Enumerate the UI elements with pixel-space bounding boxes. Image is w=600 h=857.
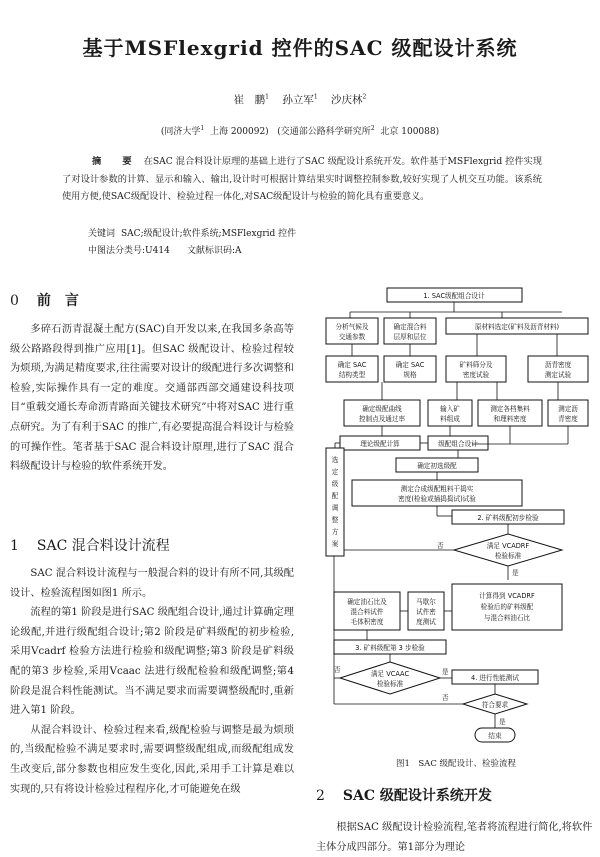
- svg-text:料组成: 料组成: [440, 415, 460, 423]
- abstract-label: 摘 要: [92, 156, 138, 167]
- svg-text:马歇尔: 马歇尔: [416, 598, 436, 606]
- svg-text:和理料密度: 和理料密度: [493, 415, 527, 423]
- svg-text:测定沥: 测定沥: [558, 405, 578, 413]
- svg-text:级配组合设计: 级配组合设计: [438, 440, 478, 448]
- svg-text:理论级配计算: 理论级配计算: [360, 440, 400, 448]
- figure-caption: 图1 SAC 级配设计、检验流程: [395, 759, 517, 769]
- affiliations: (同济大学$^1$ 上海 200092) (交通部公路科学研究所$^2$ 北京 100088): [160, 125, 440, 137]
- svg-text:青密度: 青密度: [558, 415, 578, 423]
- svg-text:测定合成级配粗料干捣实: 测定合成级配粗料干捣实: [400, 485, 474, 493]
- svg-text:交通参数: 交通参数: [338, 333, 366, 341]
- svg-text:毛体积密度: 毛体积密度: [350, 618, 384, 626]
- svg-text:度测试: 度测试: [416, 618, 436, 626]
- svg-text:输入矿: 输入矿: [440, 405, 460, 413]
- svg-text:试件密: 试件密: [416, 608, 436, 616]
- section-heading: 2 SAC 级配设计系统开发: [316, 788, 492, 804]
- svg-text:配: 配: [331, 492, 339, 500]
- section-text: 根据SAC 级配设计检验流程,笔者将流程进行简化,将软件主体分成四部分。第1部分为理论: [316, 822, 593, 853]
- svg-text:层厚和层位: 层厚和层位: [393, 333, 427, 341]
- svg-text:4. 进行性能测试: 4. 进行性能测试: [471, 674, 519, 682]
- section-heading: 0 前 言: [10, 293, 79, 309]
- svg-text:否: 否: [442, 694, 449, 702]
- svg-text:确定 SAC: 确定 SAC: [395, 361, 425, 369]
- flowchart-figure: [322, 284, 592, 756]
- svg-text:结构类型: 结构类型: [338, 371, 366, 379]
- svg-text:方: 方: [331, 528, 339, 536]
- svg-text:确定混合料: 确定混合料: [393, 323, 427, 331]
- svg-text:测定各档集料: 测定各档集料: [490, 405, 530, 413]
- svg-text:沥青密度: 沥青密度: [544, 361, 572, 369]
- svg-text:3. 矿料级配第 3 步检验: 3. 矿料级配第 3 步检验: [355, 644, 425, 652]
- svg-text:确定油石比及: 确定油石比及: [347, 598, 387, 606]
- svg-text:控制点及通过率: 控制点及通过率: [358, 415, 406, 423]
- svg-text:分析气候及: 分析气候及: [335, 323, 369, 331]
- keywords-block: 关键词 SAC;级配设计;软件系统;MSFlexgrid 控件 中图法分类号:U414 文献标识码:A: [88, 229, 297, 256]
- svg-text:规格: 规格: [403, 371, 417, 379]
- svg-text:矿料筛分及: 矿料筛分及: [459, 361, 493, 369]
- classification-label: 中图法分类号:: [88, 246, 146, 256]
- svg-text:密度(检验或插捣捣试)试验: 密度(检验或插捣捣试)试验: [398, 495, 476, 503]
- svg-text:计算得到 VCADRF: 计算得到 VCADRF: [479, 592, 535, 600]
- svg-text:密度试验: 密度试验: [462, 371, 490, 379]
- author: 崔 鹏: [233, 94, 266, 106]
- svg-text:确定 SAC: 确定 SAC: [337, 361, 367, 369]
- svg-text:满足 VCAAC: 满足 VCAAC: [370, 670, 410, 678]
- svg-text:否: 否: [334, 666, 341, 674]
- svg-text:2. 矿料级配初步检验: 2. 矿料级配初步检验: [477, 514, 539, 522]
- paper-title: 基于MSFlexgrid 控件的SAC 级配设计系统: [82, 36, 518, 60]
- svg-text:调: 调: [331, 504, 339, 512]
- svg-text:混合料试件: 混合料试件: [350, 608, 384, 616]
- svg-text:选: 选: [331, 456, 339, 464]
- svg-text:是: 是: [512, 569, 519, 577]
- svg-text:检验标准: 检验标准: [494, 552, 522, 560]
- svg-text:与混合料油石比: 与混合料油石比: [483, 614, 531, 622]
- svg-text:符合要求: 符合要求: [481, 701, 509, 709]
- abstract-text: 在SAC 混合料设计原理的基础上进行了SAC 级配设计系统开发。软件基于MSFlexgrid 控件实现了对设计参数的计算、显示和输入、输出,设计时可根据计算结果实时调整控制参数,较好实现了人机交互功能。该系统使用方便,使SAC级配设计、检验过程一体化,对SAC级配设计与检验的简化具有重要意义。: [62, 156, 543, 202]
- svg-text:确定级配曲线: 确定级配曲线: [362, 405, 402, 413]
- svg-text:否: 否: [437, 542, 444, 550]
- svg-text:检验标准: 检验标准: [376, 680, 404, 688]
- abstract: [62, 153, 542, 206]
- keywords-label: 关键词: [88, 229, 116, 239]
- svg-text:原材料选定(矿料及沥青材料): 原材料选定(矿料及沥青材料): [474, 323, 560, 331]
- svg-text:是: 是: [442, 668, 449, 676]
- section-text: SAC 混合料设计流程与一般混合料的设计有所不同,其级配设计、检验流程图如图1 所示。 流程的第1 阶段是进行SAC 级配组合设计,通过计算确定理论级配,并进行级配组合设计;第2 阶段是矿料级配的初步检验,采用Vcadrf 检验方法进行检验和级配调整;第3 阶段是矿料级配的第3 步检验,采用Vcaac 法进行级配检验和级配调整;第4 阶段是混合料性能测试。当不满足要求而需要调整级配时,重新进入第1 阶段。 从混合料设计、检验过程来看,级配检验与调整是最为烦琐的,当级配检验不满足要求时,需要调整级配组成,而级配组成发生改变后,部分参数也相应发生变化,因此,采用手工计算是难以实现的,只有将设计检验过程程序化,才可能避免在级: [10, 568, 294, 795]
- svg-text:定: 定: [331, 468, 339, 476]
- section-text: 多碎石沥青混凝土配方(SAC)自开发以来,在我国多条高等级公路路段得到推广应用[1]。但SAC 级配设计、检验过程较为烦琐,为满足精度要求,往往需要对设计的级配进行多次调整和检验,实际操作具有一定的难度。交通部西部交通建设科技项目“重载交通长寿命沥青路面关键技术研究”中将对SAC 进行重点研究。为了有利于SAC 的推广,有必要提高混合料设计与检验的可操作性。笔者基于SAC 混合料设计原理,进行了SAC 混合料级配设计与检验的软件系统开发。: [10, 324, 294, 473]
- decision-diamond: [454, 534, 562, 566]
- svg-text:案: 案: [331, 540, 339, 548]
- author: 孙立军: [282, 94, 314, 106]
- svg-text:是: 是: [499, 718, 506, 726]
- author: 沙庆林: [331, 94, 363, 106]
- svg-text:确定初选级配: 确定初选级配: [417, 462, 457, 470]
- decision-diamond: [340, 662, 440, 694]
- author-list: 崔 鹏$^1$ 孙立军$^1$ 沙庆林$^2$: [233, 93, 367, 106]
- section-heading: 1 SAC 混合料设计流程: [10, 538, 170, 554]
- svg-text:检验后的矿料级配: 检验后的矿料级配: [480, 603, 534, 611]
- flow-label: 1. SAC级配组合设计: [423, 292, 485, 300]
- svg-text:结束: 结束: [488, 732, 502, 740]
- svg-text:整: 整: [331, 516, 339, 524]
- svg-text:测定试验: 测定试验: [544, 371, 572, 379]
- svg-text:满足 VCADRF: 满足 VCADRF: [486, 542, 530, 550]
- keywords-text: SAC;级配设计;软件系统;MSFlexgrid 控件: [121, 229, 297, 239]
- svg-text:级: 级: [331, 480, 339, 488]
